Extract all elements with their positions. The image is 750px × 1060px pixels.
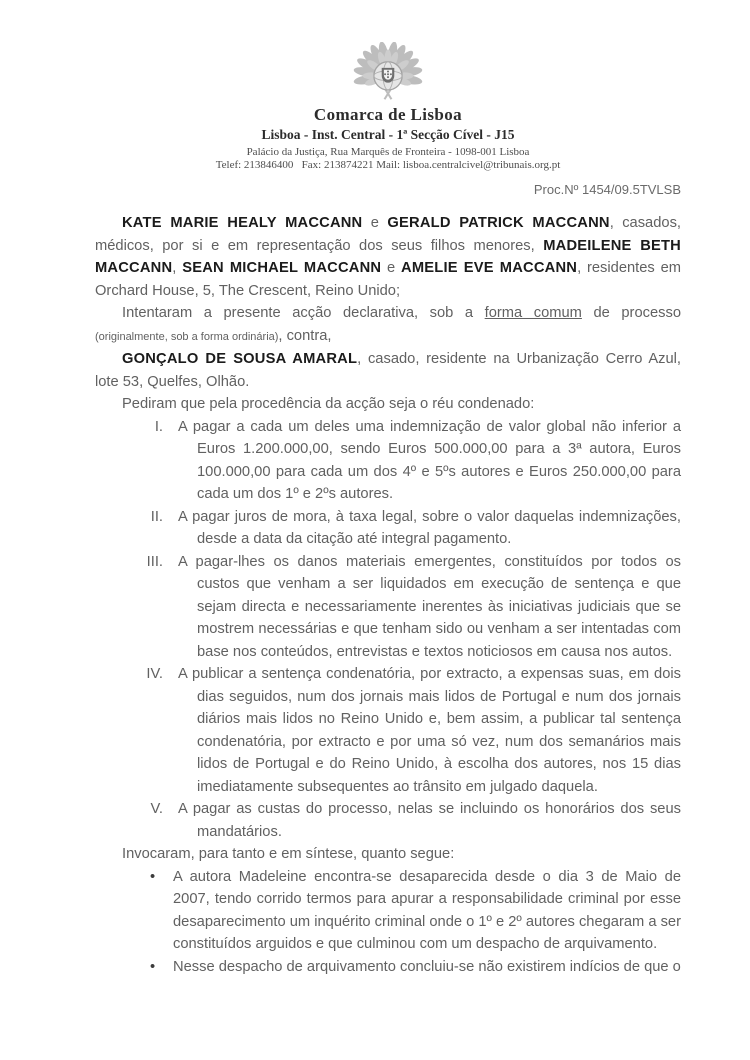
text-run: , casado, residente na Urbanização Cerro Azul, lote 53, Quelfes, Olhão. [95, 351, 681, 390]
allegations-intro: Invocaram, para tanto e em síntese, quanto segue: [122, 846, 455, 862]
allegations-list [95, 866, 681, 979]
bullet-item-1 [95, 866, 681, 956]
claim-marker-2: II. [150, 508, 163, 525]
defendant-name: GONÇALO DE SOUSA AMARAL [122, 351, 358, 367]
claim-marker-3: III. [146, 553, 163, 570]
text-run: e [381, 260, 402, 276]
text-run: Intentaram a presente acção declarativa, sob a [122, 305, 485, 321]
claims-list [95, 416, 681, 844]
claim-text-3: A pagar-lhes os danos materiais emergentes, constituídos por todos os custos que venham a ser liquidados em execução de sentença e que sejam directa e necessariamente inerentes às iniciativas judiciais que se mostrem necessárias e que tenham sido ou venham a ser intentadas com base nos conteúdos, entrevistas e textos noticiosos em causa nos autos. [178, 553, 681, 660]
court-address: Palácio da Justiça, Rua Marquês de Fronteira - 1098-001 Lisboa [246, 146, 530, 158]
claim-marker-4: IV. [146, 666, 163, 682]
requests-intro: Pediram que pela procedência da acção seja o réu condenado: [122, 396, 535, 412]
process-number: Proc.Nº 1454/09.5TVLSB [533, 182, 681, 197]
claim-text-2: A pagar juros de mora, à taxa legal, sobre o valor daquelas indemnizações, desde a data da citação até integral pagamento. [178, 508, 681, 547]
court-header [95, 0, 681, 171]
small-print-note: (originalmente, sob a forma ordinária) [95, 330, 279, 343]
claim-item-4 [95, 663, 681, 798]
claim-marker-5: V. [150, 801, 163, 817]
defendant-paragraph [95, 348, 681, 393]
claim-item-5 [95, 798, 681, 843]
bullet-item-2 [95, 956, 681, 979]
document-body [95, 212, 681, 978]
claim-text-5: A pagar as custas do processo, nelas se incluindo os honorários dos seus mandatários. [178, 801, 681, 840]
bullet-icon: • [150, 958, 156, 975]
claim-item-1 [95, 416, 681, 506]
action-paragraph [95, 302, 681, 348]
claim-item-2 [95, 506, 681, 551]
bullet-text-1: A autora Madeleine encontra-se desaparecida desde o dia 3 de Maio de 2007, tendo corrido termos para apurar a responsabilidade criminal por esse desaparecimento um inquérito criminal onde o 1º e 2º autores chegaram a ser constituídos arguidos e que culminou com um despacho de arquivamento. [173, 868, 681, 952]
text-run: , residentes em Orchard House, 5, The Crescent, Reino Unido; [95, 260, 681, 299]
claim-text-4: A publicar a sentença condenatória, por extracto, a expensas suas, em dois dias seguidos, num dos jornais mais lidos de Portugal e num dos jornais diários mais lidos no Reino Unido e, bem assim, a publicar tal sentença condenatória, por extracto e por uma só vez, num dos semanários mais lidos de Portugal e do Reino Unido, à escolha dos autores, nos 15 dias imediatamente subsequentes ao trânsito em julgado daquela. [178, 666, 681, 795]
plaintiff-name-4: SEAN MICHAEL MACCANN [182, 260, 382, 276]
text-run: , contra, [278, 327, 332, 344]
text-run: , casados, médicos, por si e em representação dos seus filhos menores, [95, 215, 681, 254]
bullet-icon: • [150, 868, 156, 885]
text-run: , [172, 260, 183, 276]
bullet-text-2: Nesse despacho de arquivamento concluiu-se não existirem indícios de que o [173, 958, 681, 975]
claim-text-1: A pagar a cada um deles uma indemnização de valor global não inferior a Euros 1.200.000,00, sendo Euros 500.000,00 para a 3ª autora, Euros 100.000,00 para cada um dos 4º e 5ºs autores e Euros 250.000,00 para cada um dos 1º e 2ºs autores. [178, 418, 681, 502]
plaintiff-name-5: AMELIE EVE MACCANN [401, 260, 578, 276]
plaintiff-name-2: GERALD PATRICK MACCANN [387, 215, 610, 231]
plaintiff-name-1: KATE MARIE HEALY MACCANN [122, 215, 363, 231]
underlined-form-type: forma comum [484, 305, 582, 321]
portugal-coat-of-arms-icon [95, 42, 681, 104]
claim-marker-1: I. [154, 418, 163, 435]
text-run: e [362, 215, 388, 231]
court-contacts: Telef: 213846400 Fax: 213874221 Mail: lisboa.centralcivel@tribunais.org.pt [215, 159, 561, 171]
court-section: Lisboa - Inst. Central - 1ª Secção Cível - J15 [261, 127, 515, 142]
claim-item-3 [95, 551, 681, 664]
text-run: de processo [581, 305, 681, 321]
document-content [95, 0, 681, 978]
plaintiff-name-3: MADEILENE BETH MACCANN [95, 237, 681, 276]
court-name: Comarca de Lisboa [313, 105, 463, 124]
plaintiffs-paragraph [95, 212, 681, 302]
